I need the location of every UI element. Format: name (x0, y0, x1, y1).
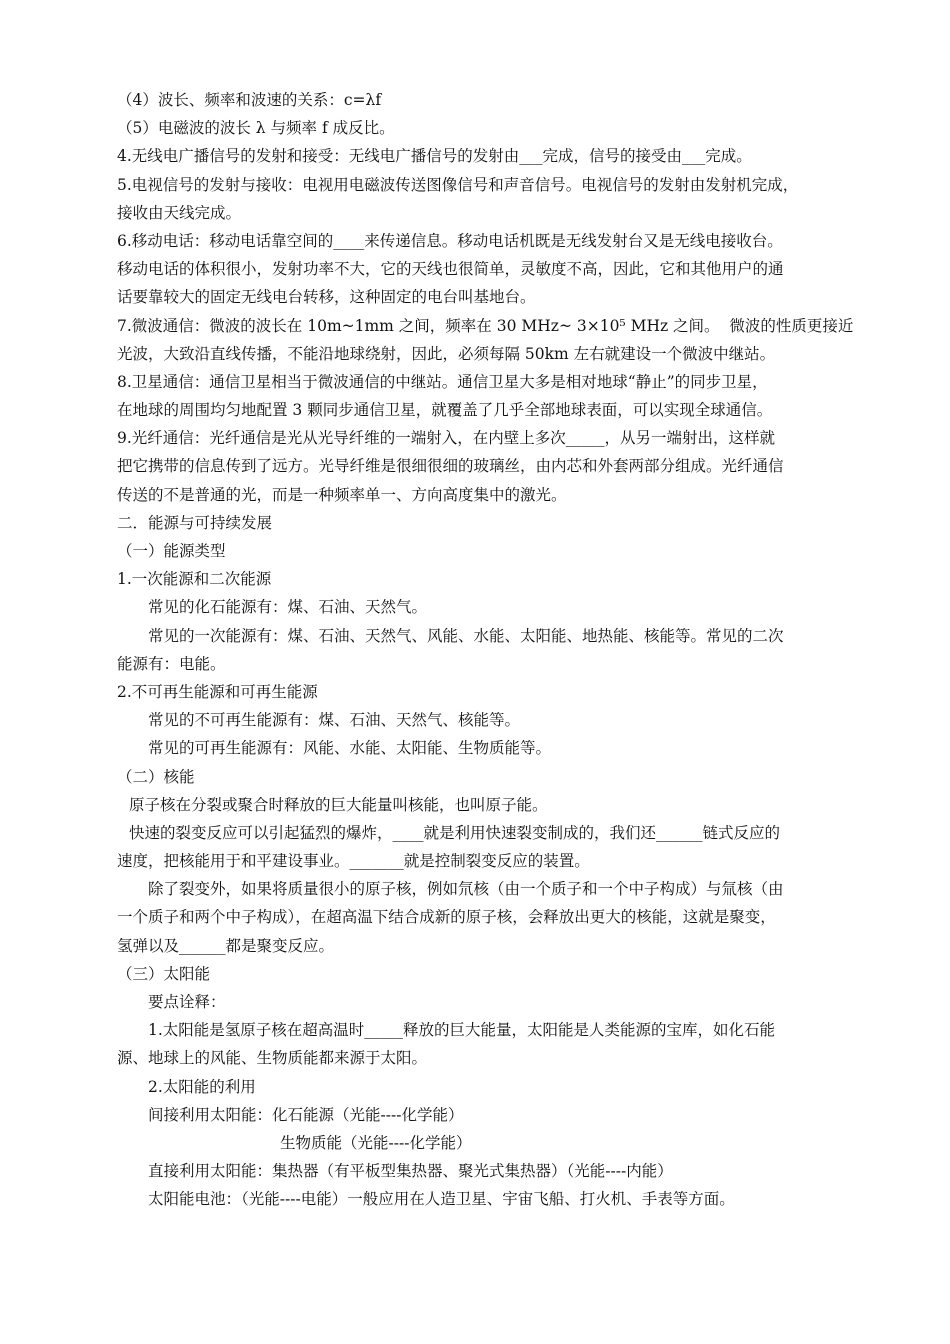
text-line: 太阳能电池：（光能----电能）一般应用在人造卫星、宇宙飞船、打火机、手表等方面。 (148, 1190, 735, 1209)
text-line: 间接利用太阳能：化石能源（光能----化学能） (148, 1105, 464, 1124)
text-line: 8.卫星通信：通信卫星相当于微波通信的中继站。通信卫星大多是相对地球“静止”的同步卫星， (117, 372, 768, 391)
text-line: 9.光纤通信：光纤通信是光从光导纤维的一端射入，在内壁上多次_____，从另一端射出，这样就 (117, 429, 776, 448)
text-line: （二）核能 (117, 767, 195, 786)
text-line: 常见的化石能源有：煤、石油、天然气。 (148, 598, 428, 617)
text-line: 传送的不是普通的光，而是一种频率单一、方向高度集中的激光。 (117, 485, 567, 504)
text-line: （5）电磁波的波长 λ 与频率 f 成反比。 (117, 119, 395, 138)
text-line: 光波，大致沿直线传播，不能沿地球绕射，因此，必须每隔 50km 左右就建设一个微波中继站。 (117, 344, 776, 363)
text-line: 直接利用太阳能：集热器（有平板型集热器、聚光式集热器）（光能----内能） (148, 1162, 673, 1181)
text-line: 原子核在分裂或聚合时释放的巨大能量叫核能，也叫原子能。 (129, 795, 548, 814)
text-line: 7.微波通信：微波的波长在 10m~1mm 之间，频率在 30 MHz~ 3×10⁵ MHz 之间。 微波的性质更接近 (117, 316, 854, 335)
text-line: 速度，把核能用于和平建设事业。_______就是控制裂变反应的装置。 (117, 852, 590, 871)
text-line: 话要靠较大的固定无线电台转移，这种固定的电台叫基地台。 (117, 288, 536, 307)
text-line: 4.无线电广播信号的发射和接受：无线电广播信号的发射由___完成，信号的接受由___完成。 (117, 147, 752, 166)
text-line: 5.电视信号的发射与接收：电视用电磁波传送图像信号和声音信号。电视信号的发射由发射机完成， (117, 175, 799, 194)
text-line: 1.一次能源和二次能源 (117, 570, 272, 589)
text-line: 2.太阳能的利用 (148, 1077, 256, 1096)
text-line: 把它携带的信息传到了远方。光导纤维是很细很细的玻璃丝，由内芯和外套两部分组成。光纤通信 (117, 457, 784, 476)
text-line: 常见的可再生能源有：风能、水能、太阳能、生物质能等。 (148, 739, 552, 758)
text-line: 在地球的周围均匀地配置 3 颗同步通信卫星，就覆盖了几乎全部地球表面，可以实现全球通信。 (117, 401, 773, 420)
text-line: 1.太阳能是氢原子核在超高温时_____释放的巨大能量，太阳能是人类能源的宝库，如化石能 (148, 1021, 776, 1040)
text-line: 源、地球上的风能、生物质能都来源于太阳。 (117, 1049, 428, 1068)
text-line: 常见的不可再生能源有：煤、石油、天然气、核能等。 (148, 711, 521, 730)
text-line: （4）波长、频率和波速的关系：c=λf (117, 91, 382, 109)
text-line: 接收由天线完成。 (117, 203, 242, 222)
text-line: 快速的裂变反应可以引起猛烈的爆炸，____就是利用快速裂变制成的，我们还______链式反应的 (129, 823, 781, 842)
text-line: 6.移动电话：移动电话靠空间的____来传递信息。移动电话机既是无线发射台又是无线电接收台。 (117, 231, 783, 250)
text-line: 一个质子和两个中子构成），在超高温下结合成新的原子核，会释放出更大的核能，这就是聚变， (117, 908, 776, 927)
text-line: 要点诠释： (148, 993, 226, 1011)
text-line: 除了裂变外，如果将质量很小的原子核，例如氘核（由一个质子和一个中子构成）与氚核（由 (148, 880, 784, 899)
text-line: （一）能源类型 (117, 542, 226, 560)
text-line: （三）太阳能 (117, 964, 211, 983)
text-line: 移动电话的体积很小，发射功率不大，它的天线也很简单，灵敏度不高，因此，它和其他用户的通 (117, 260, 784, 279)
document-page (117, 86, 854, 1214)
text-line: 氢弹以及______都是聚变反应。 (117, 936, 335, 955)
text-line: 二．能源与可持续发展 (117, 513, 273, 532)
text-line: 常见的一次能源有：煤、石油、天然气、风能、水能、太阳能、地热能、核能等。常见的二次 (148, 626, 784, 645)
text-line: 能源有：电能。 (117, 654, 226, 673)
text-line: 生物质能（光能----化学能） (280, 1133, 472, 1152)
text-line: 2.不可再生能源和可再生能源 (117, 682, 318, 701)
